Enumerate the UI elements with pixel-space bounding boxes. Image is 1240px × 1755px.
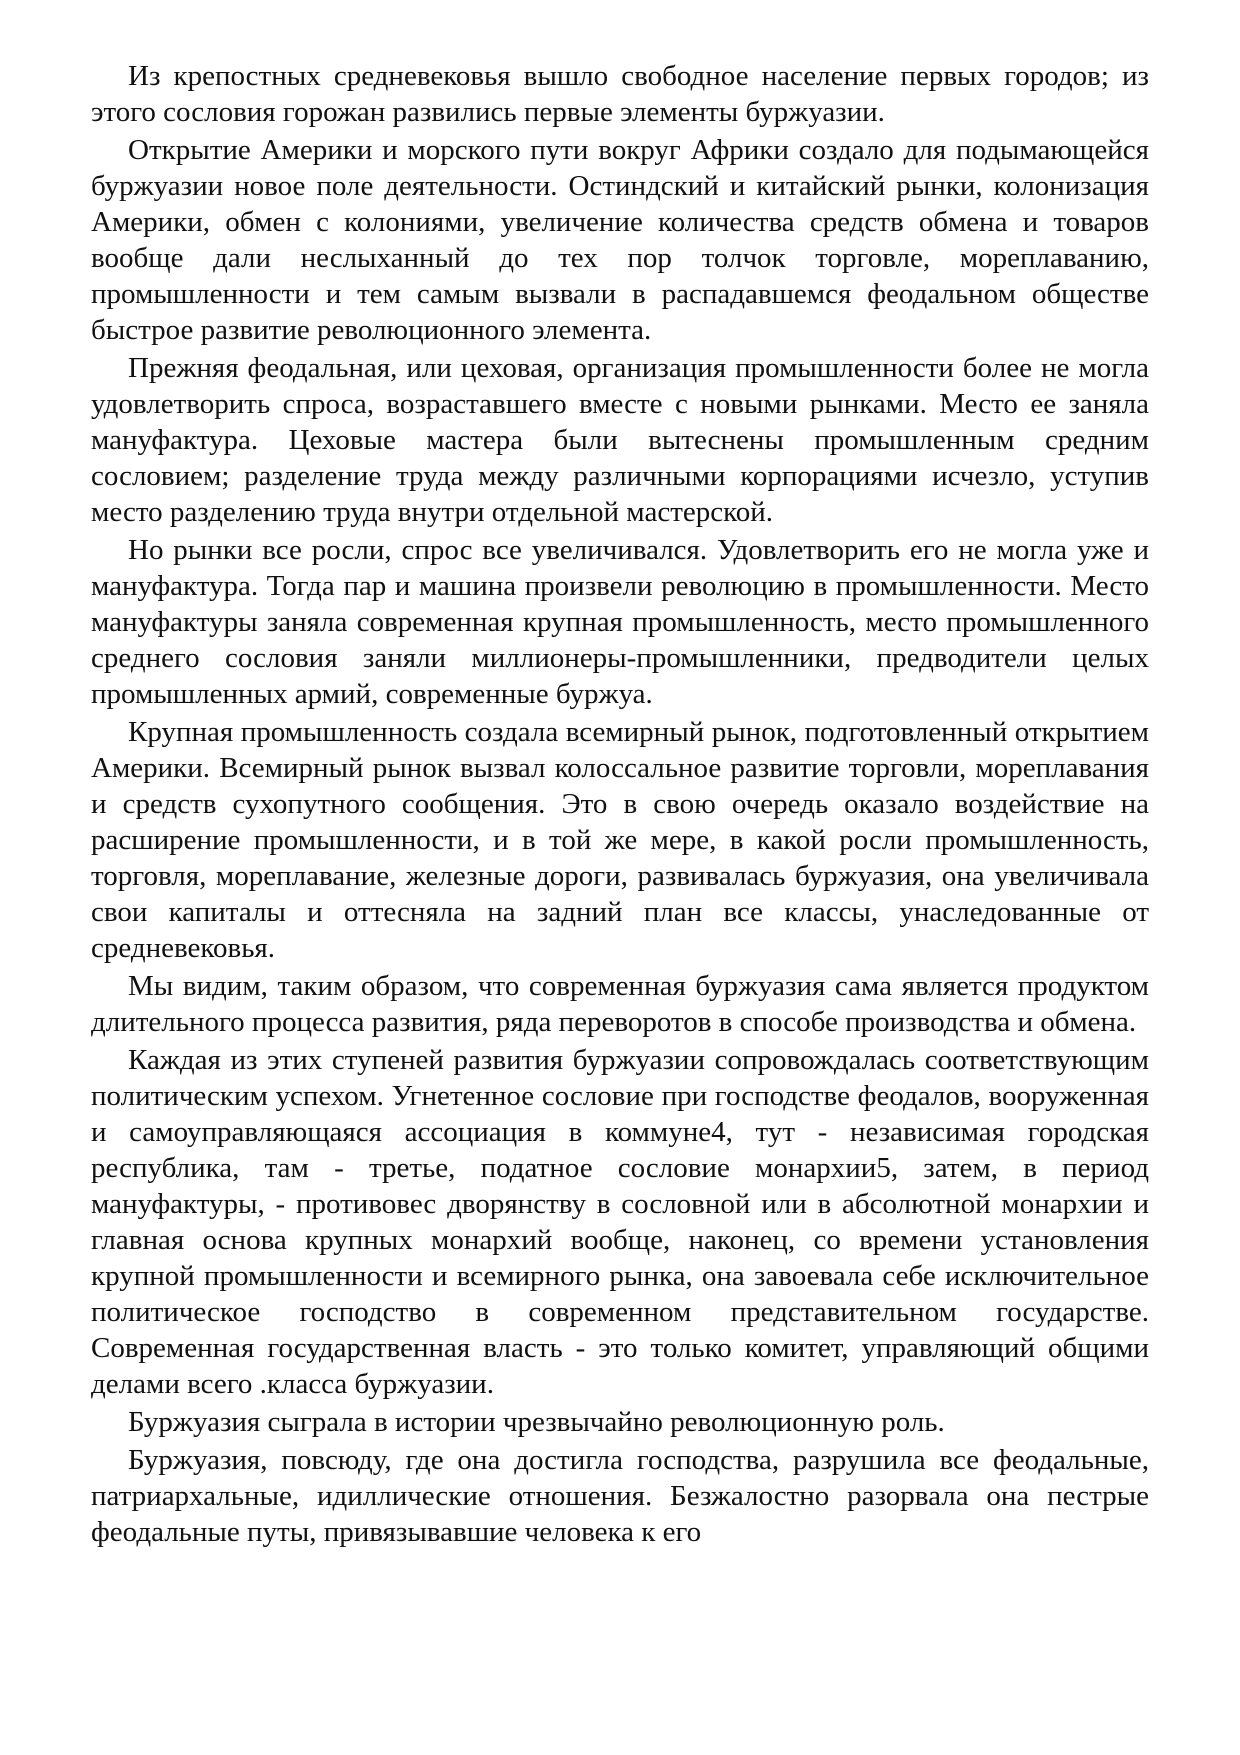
paragraph-6: Мы видим, таким образом, что современная буржуазия сама является продуктом длительного процесса развития, ряда переворотов в способе производства и обмена. (91, 970, 1149, 1038)
paragraph-4: Но рынки все росли, спрос все увеличивался. Удовлетворить его не могла уже и мануфактура. Тогда пар и машина произвели революцию в промышленности. Место мануфактуры заняла современная крупная промышленность, место промышленного среднего сословия заняли миллионеры-промышленники, предводители целых промышленных армий, современные буржуа. (91, 534, 1149, 710)
paragraph-2: Открытие Америки и морского пути вокруг Африки создало для подымающейся буржуазии новое поле деятельности. Остиндский и китайский рынки, колонизация Америки, обмен с колониями, увеличение количества средств обмена и товаров вообще дали неслыханный до тех пор толчок торговле, мореплаванию, промышленности и тем самым вызвали в распадавшемся феодальном обществе быстрое развитие революционного элемента. (91, 134, 1149, 346)
paragraph-8: Буржуазия сыграла в истории чрезвычайно революционную роль. (128, 1406, 945, 1438)
paragraph-7: Каждая из этих ступеней развития буржуазии сопровождалась соответствующим политическим успехом. Угнетенное сословие при господстве феодалов, вооруженная и самоуправляющаяся ассоциация в коммуне4, тут - независимая городская республика, там - третье, податное сословие монархии5, затем, в период мануфактуры, - противовес дворянству в сословной или в абсолютной монархии и главная основа крупных монархий вообще, наконец, со времени установления крупной промышленности и всемирного рынка, она завоевала себе исключительное политическое господство в современном представительном государстве. Современная государственная власть - это только комитет, управляющий общими делами всего .класса буржуазии. (91, 1044, 1149, 1400)
body-text (91, 58, 1149, 1552)
paragraph-3: Прежняя феодальная, или цеховая, организация промышленности более не могла удовлетворить спроса, возраставшего вместе с новыми рынками. Место ее заняла мануфактура. Цеховые мастера были вытеснены промышленным средним сословием; разделение труда между различными корпорациями исчезло, уступив место разделению труда внутри отдельной мастерской. (91, 352, 1149, 528)
paragraph-1: Из крепостных средневековья вышло свободное население первых городов; из этого сословия горожан развились первые элементы буржуазии. (91, 60, 1149, 128)
paragraph-5: Крупная промышленность создала всемирный рынок, подготовленный открытием Америки. Всемирный рынок вызвал колоссальное развитие торговли, мореплавания и средств сухопутного сообщения. Это в свою очередь оказало воздействие на расширение промышленности, и в той же мере, в какой росли промышленность, торговля, мореплавание, железные дороги, развивалась буржуазия, она увеличивала свои капиталы и оттесняла на задний план все классы, унаследованные от средневековья. (91, 716, 1149, 964)
paragraph-9: Буржуазия, повсюду, где она достигла господства, разрушила все феодальные, патриархальные, идиллические отношения. Безжалостно разорвала она пестрые феодальные путы, привязывавшие человека к его (91, 1444, 1149, 1548)
